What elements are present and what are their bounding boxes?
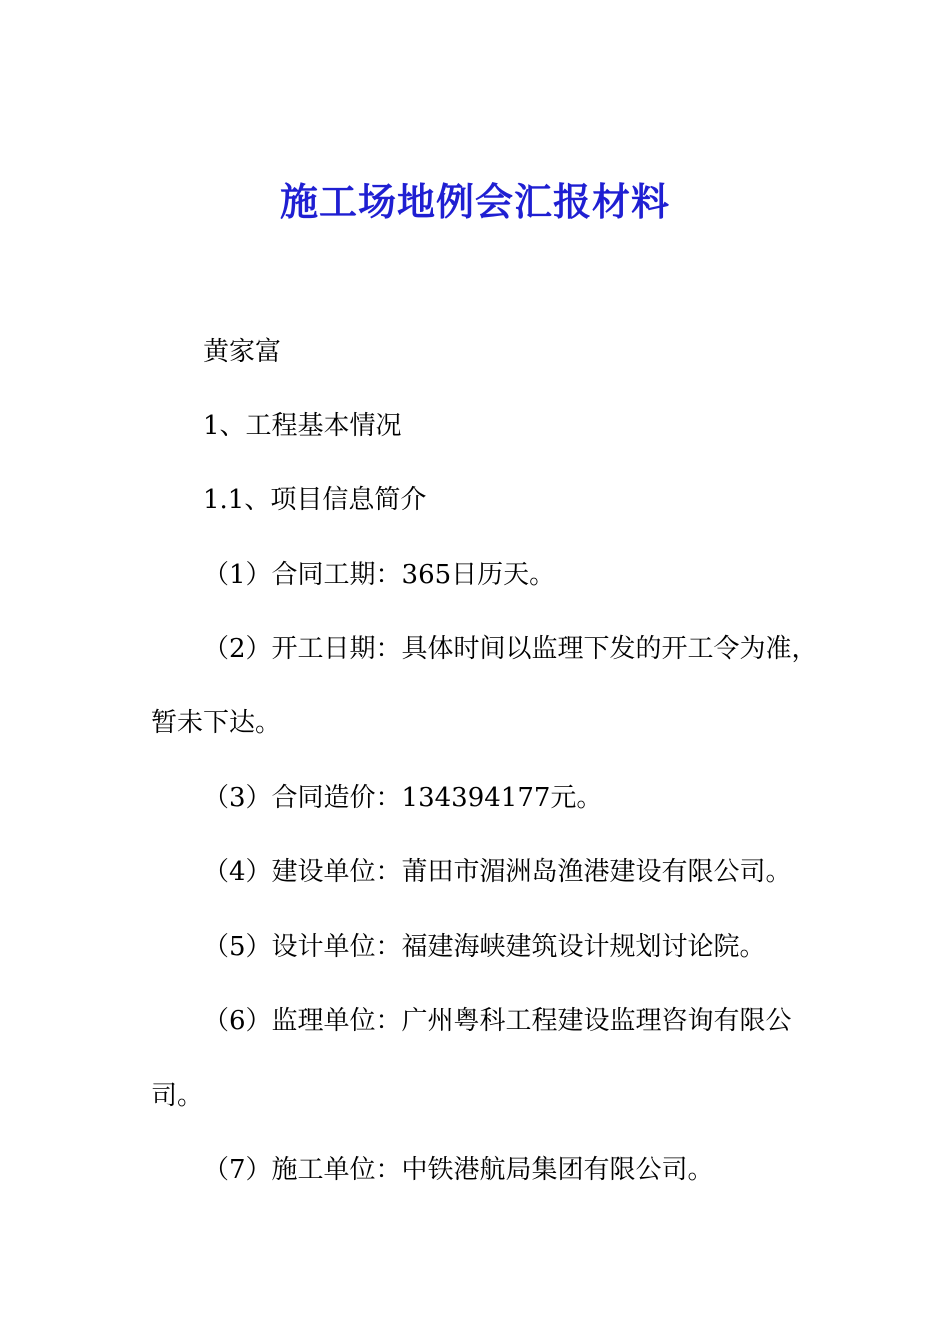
item-contract-price: （3）合同造价：134394177元。 (203, 783, 603, 813)
item-start-date-continued: 暂未下达。 (151, 708, 282, 738)
item-start-date: （2）开工日期：具体时间以监理下发的开工令为准， (203, 634, 818, 664)
item-owner: （4）建设单位：莆田市湄洲岛渔港建设有限公司。 (203, 857, 792, 887)
item-contract-period: （1）合同工期：365日历天。 (203, 560, 556, 590)
item-supervisor-continued: 司。 (151, 1081, 204, 1111)
section-heading-1-1: 1.1、项目信息简介 (203, 485, 427, 515)
document-title: 施工场地例会汇报材料 (279, 179, 670, 224)
author-name: 黄家富 (203, 337, 282, 367)
section-heading-1: 1、工程基本情况 (203, 411, 402, 441)
item-designer: （5）设计单位：福建海峡建筑设计规划讨论院。 (203, 932, 766, 962)
item-contractor: （7）施工单位：中铁港航局集团有限公司。 (203, 1155, 714, 1185)
item-supervisor: （6）监理单位：广州粤科工程建设监理咨询有限公 (203, 1006, 792, 1036)
